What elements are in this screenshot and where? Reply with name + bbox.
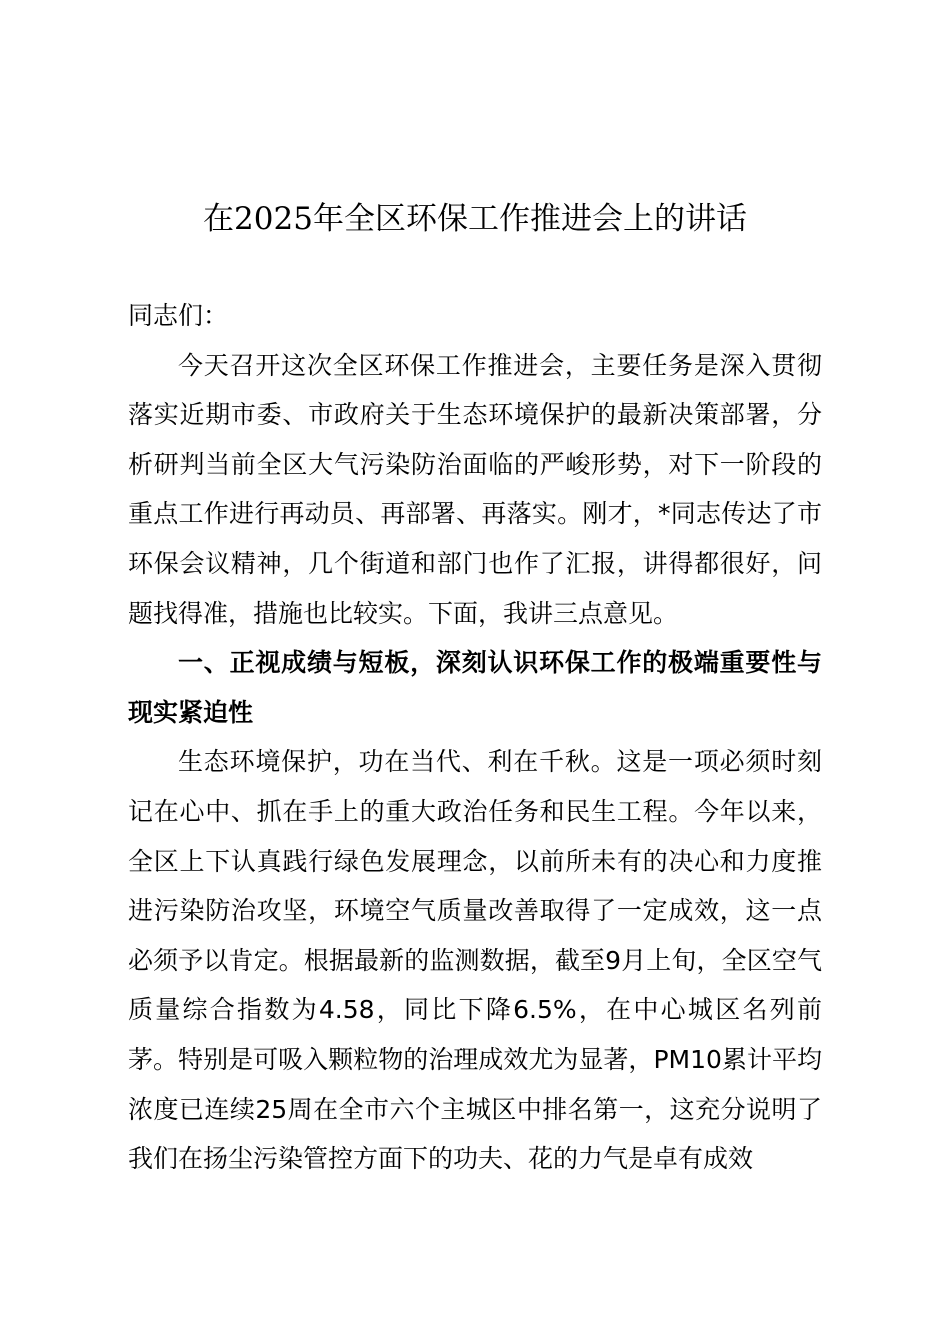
- opening-paragraph: 今天召开这次全区环保工作推进会，主要任务是深入贯彻落实近期市委、市政府关于生态环境保护的最新决策部署，分析研判当前全区大气污染防治面临的严峻形势，对下一阶段的重点工作进行再动员、再部署、再落实。刚才，*同志传达了市环保会议精神，几个街道和部门也作了汇报，讲得都很好，问题找得准，措施也比较实。下面，我讲三点意见。: [128, 350, 822, 628]
- section-1-paragraph: 生态环境保护，功在当代、利在千秋。这是一项必须时刻记在心中、抓在手上的重大政治任务和民生工程。今年以来，全区上下认真践行绿色发展理念，以前所未有的决心和力度推进污染防治攻坚，环境空气质量改善取得了一定成效，这一点必须予以肯定。根据最新的监测数据，截至9月上旬，全区空气质量综合指数为4.58，同比下降6.5%，在中心城区名列前茅。特别是可吸入颗粒物的治理成效尤为显著，PM10累计平均浓度已连续25周在全市六个主城区中排名第一，这充分说明了我们在扬尘污染管控方面下的功夫、花的力气是卓有成效: [128, 747, 822, 1174]
- document-title: 在2025年全区环保工作推进会上的讲话: [203, 201, 747, 237]
- section-heading-1: 一、正视成绩与短板，深刻认识环保工作的极端重要性与现实紧迫性: [128, 648, 822, 727]
- document-body: [128, 291, 822, 1184]
- salutation: 同志们：: [128, 301, 229, 330]
